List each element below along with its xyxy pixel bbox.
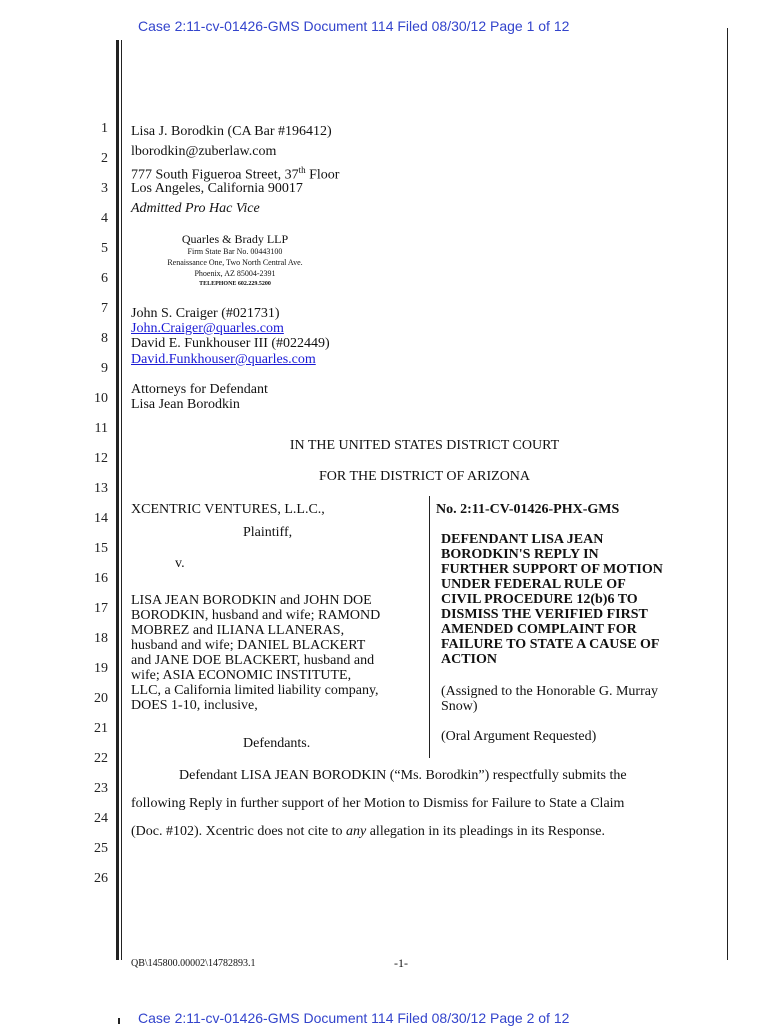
- line-number: 24: [94, 811, 108, 826]
- line-number: 7: [101, 301, 108, 316]
- line-number: 8: [101, 331, 108, 346]
- body-emphasis: any: [346, 824, 367, 839]
- firm-name: Quarles & Brady LLP: [181, 232, 289, 246]
- street-superscript: th: [298, 165, 306, 175]
- firm-address-1: Renaissance One, Two North Central Ave.: [167, 258, 303, 267]
- line-number: 23: [94, 781, 108, 796]
- pro-hac-vice-note: Admitted Pro Hac Vice: [131, 201, 260, 216]
- street-text: 777 South Figueroa Street, 37: [131, 167, 299, 183]
- defendants-line: BORODKIN, husband and wife; RAMOND: [131, 608, 381, 623]
- line-number: 10: [94, 391, 108, 406]
- line-number: 6: [101, 271, 108, 286]
- line-number: 21: [94, 721, 108, 736]
- line-number: 11: [94, 421, 108, 436]
- firm-bar-number: Firm State Bar No. 00443100: [187, 247, 283, 256]
- plaintiff-label: Plaintiff,: [243, 525, 293, 540]
- line-number: 15: [94, 541, 108, 556]
- attorneys-for-label: Attorneys for Defendant: [131, 382, 268, 397]
- attorney-name: John S. Craiger (#021731): [131, 306, 280, 321]
- body-line: Defendant LISA JEAN BORODKIN (“Ms. Borodkin”) respectfully submits the: [179, 768, 627, 783]
- defendants-line: LISA JEAN BORODKIN and JOHN DOE: [131, 593, 372, 608]
- oral-argument-note: (Oral Argument Requested): [441, 729, 597, 744]
- line-number: 17: [94, 601, 108, 616]
- document-title-line: UNDER FEDERAL RULE OF: [441, 577, 626, 592]
- attorney-email-link[interactable]: David.Funkhouser@quarles.com: [131, 352, 316, 367]
- attorney-name: Lisa J. Borodkin (CA Bar #196412): [131, 124, 332, 139]
- attorneys-for-client: Lisa Jean Borodkin: [131, 397, 240, 412]
- line-number: 19: [94, 661, 108, 676]
- line-number: 13: [94, 481, 108, 496]
- attorney-city: Los Angeles, California 90017: [131, 181, 303, 196]
- next-page-margin-rule: [118, 1018, 120, 1024]
- defendants-line: and JANE DOE BLACKERT, husband and: [131, 653, 375, 668]
- line-number: 5: [101, 241, 108, 256]
- body-text: (Doc. #102). Xcentric does not cite to: [131, 824, 346, 839]
- attorney-name: David E. Funkhouser III (#022449): [131, 336, 330, 351]
- case-header: Case 2:11-cv-01426-GMS Document 114 Filed 08/30/12 Page 1 of 12: [138, 18, 570, 34]
- document-title-line: FURTHER SUPPORT OF MOTION: [441, 562, 663, 577]
- defendants-line: LLC, a California limited liability company,: [131, 683, 379, 698]
- line-number: 9: [101, 361, 108, 376]
- line-number: 1: [101, 121, 108, 136]
- left-margin-rule-thick: [116, 40, 119, 960]
- firm-phone: TELEPHONE 602.229.5200: [199, 281, 271, 287]
- assigned-judge: (Assigned to the Honorable G. Murray: [441, 684, 658, 699]
- assigned-judge: Snow): [441, 699, 478, 714]
- versus: v.: [175, 556, 185, 571]
- document-id: QB\145800.00002\14782893.1: [131, 958, 256, 969]
- line-number: 2: [101, 151, 108, 166]
- case-number: No. 2:11-CV-01426-PHX-GMS: [436, 502, 620, 517]
- document-title-line: FAILURE TO STATE A CAUSE OF: [441, 637, 660, 652]
- line-number: 20: [94, 691, 108, 706]
- document-title-line: BORODKIN'S REPLY IN: [441, 547, 599, 562]
- court-district: FOR THE DISTRICT OF ARIZONA: [318, 469, 531, 484]
- defendants-line: wife; ASIA ECONOMIC INSTITUTE,: [131, 668, 352, 683]
- caption-divider: [429, 496, 430, 758]
- line-number: 14: [94, 511, 108, 526]
- line-number: 26: [94, 871, 108, 886]
- line-number: 25: [94, 841, 108, 856]
- line-number: 12: [94, 451, 108, 466]
- document-title-line: AMENDED COMPLAINT FOR: [441, 622, 637, 637]
- defendants-label: Defendants.: [243, 736, 311, 751]
- next-page-header: Case 2:11-cv-01426-GMS Document 114 Filed 08/30/12 Page 2 of 12: [138, 1010, 570, 1026]
- court-name: IN THE UNITED STATES DISTRICT COURT: [289, 438, 560, 453]
- defendants-line: MOBREZ and ILIANA LLANERAS,: [131, 623, 345, 638]
- line-number: 4: [101, 211, 108, 226]
- attorney-email: lborodkin@zuberlaw.com: [131, 144, 277, 159]
- document-title-line: ACTION: [441, 652, 498, 667]
- line-number: 16: [94, 571, 108, 586]
- plaintiff-name: XCENTRIC VENTURES, L.L.C.,: [131, 502, 325, 517]
- line-number: 22: [94, 751, 108, 766]
- street-floor: Floor: [305, 167, 340, 183]
- body-line: [131, 824, 605, 839]
- body-line: following Reply in further support of her Motion to Dismiss for Failure to State a Claim: [131, 796, 625, 811]
- line-number: 3: [101, 181, 108, 196]
- left-margin-rule-thin: [121, 40, 122, 960]
- page-number: -1-: [394, 956, 408, 970]
- document-title-line: DISMISS THE VERIFIED FIRST: [441, 607, 648, 622]
- firm-address-2: Phoenix, AZ 85004-2391: [194, 269, 276, 278]
- line-number: 18: [94, 631, 108, 646]
- document-title-line: DEFENDANT LISA JEAN: [441, 532, 604, 547]
- attorney-street: [131, 163, 339, 183]
- body-text: allegation in its pleadings in its Response.: [366, 824, 605, 839]
- defendants-line: DOES 1-10, inclusive,: [131, 698, 258, 713]
- defendants-line: husband and wife; DANIEL BLACKERT: [131, 638, 366, 653]
- attorney-email-link[interactable]: John.Craiger@quarles.com: [131, 321, 284, 336]
- document-title-line: CIVIL PROCEDURE 12(b)6 TO: [441, 592, 638, 607]
- right-margin-rule: [727, 28, 728, 960]
